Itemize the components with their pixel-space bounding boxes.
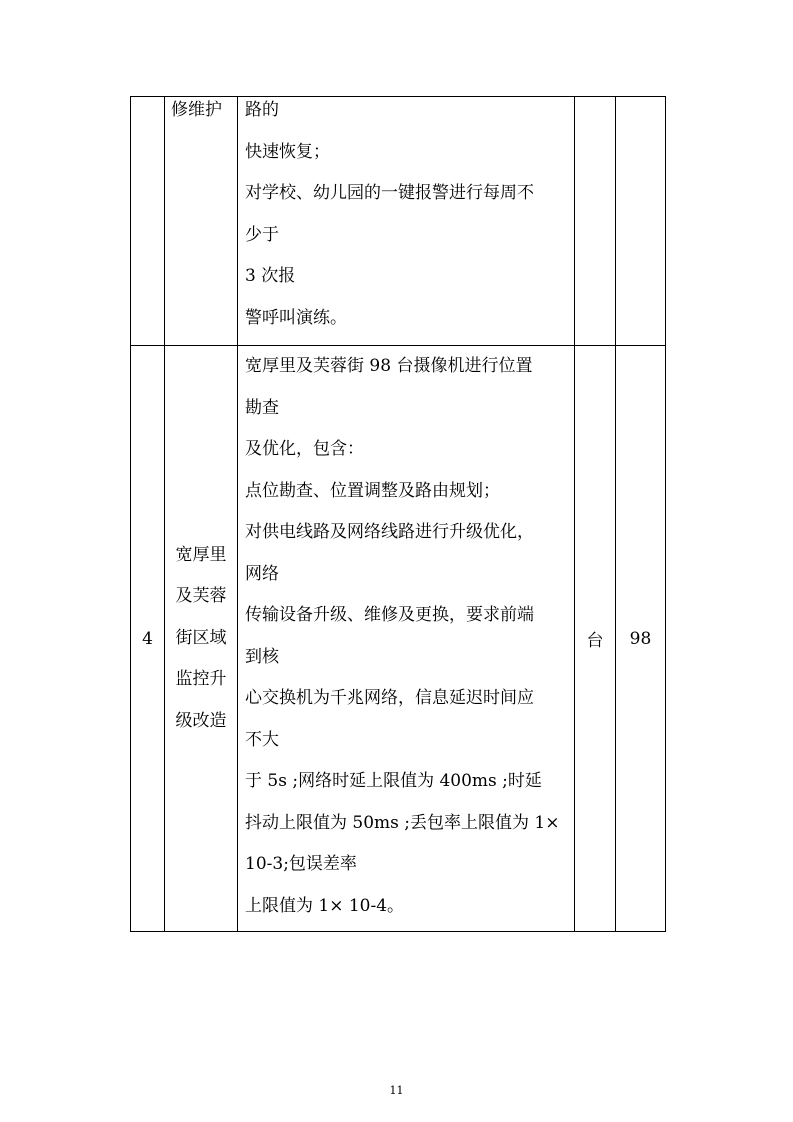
table-row [131, 97, 666, 346]
item-name-line: 级改造 [175, 710, 227, 731]
content-line: 对供电线路及网络线路进行升级优化， [245, 522, 534, 542]
content-line: 于 5s ;网络时延上限值为 400ms ;时延 [245, 771, 542, 791]
index-cell [131, 346, 165, 932]
content-line: 对学校、幼儿园的一键报警进行每周不 [245, 183, 534, 203]
content-line: 警呼叫演练。 [245, 307, 347, 328]
qty-cell [616, 97, 666, 346]
content-cell [238, 97, 575, 346]
item-name-cell [165, 346, 238, 932]
content-line: 3 次报 [245, 266, 296, 286]
content-line: 上限值为 1× 10-4。 [245, 895, 405, 916]
item-name-cell [165, 97, 238, 346]
item-name-line: 监控升 [175, 669, 227, 690]
content-cell [238, 346, 575, 932]
content-line: 勘查 [245, 397, 279, 418]
content-line: 10-3;包误差率 [245, 854, 357, 874]
content-line: 到核 [245, 646, 279, 667]
content-line: 抖动上限值为 50ms ;丢包率上限值为 1× [245, 812, 560, 833]
content-line: 路的 [245, 100, 279, 120]
content-line: 不大 [245, 729, 279, 750]
content-line: 传输设备升级、维修及更换，要求前端 [245, 605, 534, 625]
table-row [131, 346, 666, 932]
spec-table [130, 96, 666, 932]
item-name: 修维护 [171, 100, 222, 120]
index-value: 4 [142, 628, 153, 649]
content-line: 快速恢复； [245, 141, 330, 162]
unit-cell [575, 346, 616, 932]
unit-cell [575, 97, 616, 346]
qty-value: 98 [629, 628, 652, 649]
item-name-line: 街区域 [175, 627, 227, 648]
content-line: 少于 [245, 224, 279, 245]
unit-value: 台 [586, 631, 604, 651]
qty-cell [616, 346, 666, 932]
content-line: 宽厚里及芙蓉街 98 台摄像机进行位置 [245, 356, 533, 376]
index-cell [131, 97, 165, 346]
content-line: 网络 [245, 563, 279, 584]
content-line: 点位勘查、位置调整及路由规划； [245, 480, 500, 501]
content-line: 心交换机为千兆网络，信息延迟时间应 [245, 688, 534, 708]
page-number: 11 [389, 1084, 404, 1097]
item-name-line: 宽厚里 [175, 544, 227, 565]
content-line: 及优化，包含： [245, 439, 364, 459]
item-name-line: 及芙蓉 [175, 586, 227, 607]
